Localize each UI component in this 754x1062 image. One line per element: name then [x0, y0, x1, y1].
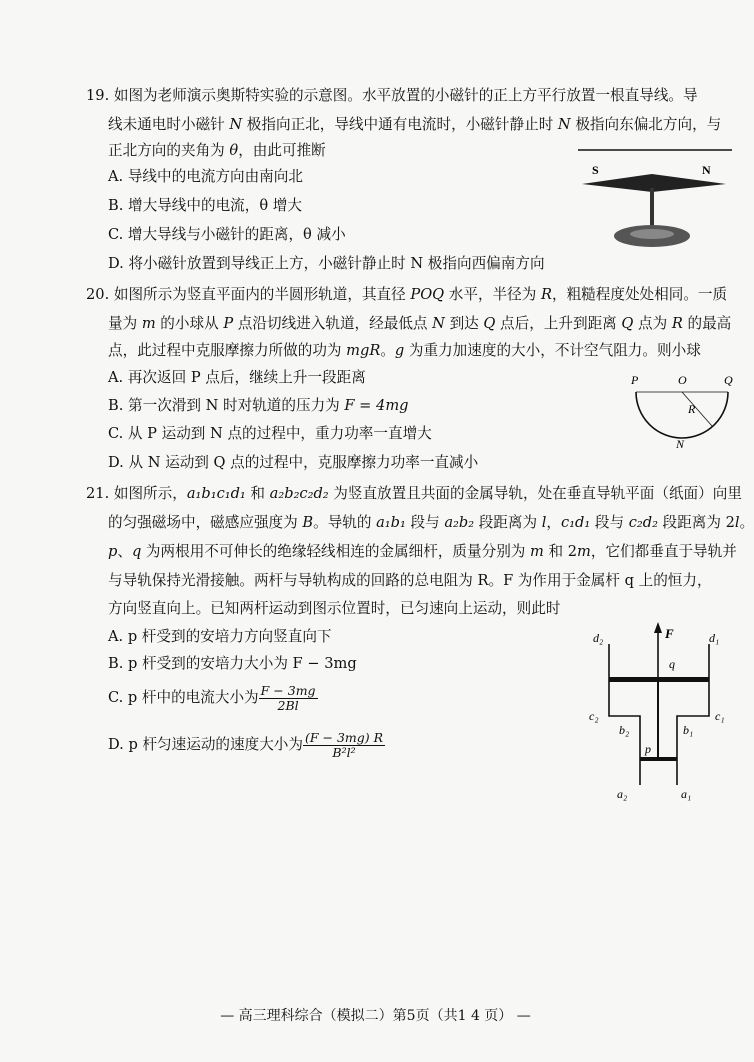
var: N [432, 315, 445, 332]
q21-option-b: B. p 杆受到的安培力大小为 F − 3mg [108, 655, 357, 672]
label-o: O [678, 373, 687, 387]
text: 极指向正北，导线中通有电流时，小磁针静止时 [242, 116, 558, 133]
fraction [259, 684, 318, 713]
var: m [141, 315, 156, 332]
q19-option-d: D. 将小磁针放置到导线正上方，小磁针静止时 N 极指向西偏南方向 [108, 255, 545, 272]
page-footer: — 高三理科综合（模拟二）第5页（共1 4 页） — [220, 1008, 531, 1024]
var-theta: θ [229, 142, 239, 159]
text: 为两根用不可伸长的绝缘轻线相连的金属细杆，质量分别为 [141, 543, 531, 560]
var: Q [621, 315, 634, 332]
var: R [540, 286, 552, 303]
text: 点为 [633, 315, 672, 332]
text: ，由此可推断 [238, 142, 326, 159]
var: a₁b₁c₁d₁ [186, 485, 246, 502]
q20-option-d: D. 从 N 运动到 Q 点的过程中，克服摩擦力功率一直减小 [108, 454, 479, 471]
var: m [577, 543, 591, 560]
var: c₂d₂ [628, 514, 658, 531]
var: mgR [346, 342, 381, 359]
q21-stem-line4: 与导轨保持光滑接触。两杆与导轨构成的回路的总电阻为 R。F 为作用于金属杆 q 上的恒力， [108, 572, 712, 589]
label-s: S [592, 163, 599, 177]
text: 为重力加速度的大小，不计空气阻力。则小球 [404, 342, 701, 359]
text: 段与 [590, 514, 629, 531]
var: B [302, 514, 314, 531]
numerator: F − 3mg [260, 682, 316, 698]
q21-stem-line3 [108, 542, 737, 562]
var: m [530, 543, 544, 560]
radius-line [682, 392, 712, 426]
var: c₁d₁ [561, 514, 591, 531]
label-q: Q [724, 373, 733, 387]
text: C. p 杆中的电流大小为 [108, 689, 259, 706]
var: g [394, 342, 405, 359]
label-p: p [645, 742, 651, 756]
text: 21. 如图所示， [86, 485, 187, 502]
q20-stem-line2 [108, 314, 731, 334]
var: R [671, 315, 683, 332]
label-a1: a₁ [681, 787, 692, 801]
text: 极指向东偏北方向，与 [570, 116, 722, 133]
text: 的匀强磁场中，磁感应强度为 [108, 514, 303, 531]
text: 。导轨的 [313, 514, 377, 531]
text: 量为 [108, 315, 142, 332]
compass-figure [570, 138, 740, 258]
var: l [541, 514, 547, 531]
text: 到达 [444, 315, 484, 332]
q21-option-c [108, 683, 318, 713]
compass-base-top [630, 229, 674, 239]
text: 段距离为 [474, 514, 542, 531]
q21-stem-line5: 方向竖直向上。已知两杆运动到图示位置时，已匀速向上运动，则此时 [108, 600, 561, 617]
text: 点后，上升到距离 [495, 315, 622, 332]
text: 的小球从 [155, 315, 224, 332]
text: 和 2 [543, 543, 578, 560]
text: 为竖直放置且共面的金属导轨，处在垂直导轨平面（纸面）向里 [328, 485, 742, 502]
q20-option-a: A. 再次返回 P 点后，继续上升一段距离 [108, 369, 366, 386]
q19-option-a: A. 导线中的电流方向由南向北 [108, 168, 303, 185]
q19-stem-line2 [108, 115, 721, 135]
text: 、 [117, 543, 132, 560]
q20-stem-line3 [108, 341, 701, 361]
text: B. 第一次滑到 N 时对轨道的压力为 [108, 397, 345, 414]
var: l [734, 514, 740, 531]
label-n: N [702, 163, 711, 177]
var: POQ [410, 286, 445, 303]
label-r: R [688, 402, 696, 416]
text: ，粗糙程度处处相同。一质 [551, 286, 728, 303]
rail-right [677, 644, 709, 785]
label-d2: d₂ [593, 631, 604, 645]
var: P [223, 315, 234, 332]
q20-option-c: C. 从 P 运动到 N 点的过程中，重力功率一直增大 [108, 425, 432, 442]
label-a2: a₂ [617, 787, 628, 801]
var: a₂b₂c₂d₂ [269, 485, 329, 502]
text: 段与 [405, 514, 445, 531]
text: 水平，半径为 [444, 286, 541, 303]
q19-stem-line1: 19. 如图为老师演示奥斯特实验的示意图。水平放置的小磁针的正上方平行放置一根直导线。导 [86, 87, 698, 104]
rail-figure [585, 620, 735, 805]
label-c2: c₂ [589, 709, 599, 723]
text: ，它们都垂直于导轨并 [590, 543, 737, 560]
force-arrowhead [654, 622, 662, 633]
var-n: N [229, 116, 243, 133]
q20-stem-line1 [86, 285, 727, 305]
fraction [303, 731, 385, 760]
label-f: F [665, 626, 674, 641]
text: D. p 杆匀速运动的速度大小为 [108, 736, 303, 753]
text: 20. 如图所示为竖直平面内的半圆形轨道，其直径 [86, 286, 411, 303]
numerator: (F − 3mg) R [304, 729, 384, 745]
q21-option-d [108, 730, 385, 760]
rod-q [609, 677, 709, 682]
label-b2: b₂ [619, 723, 630, 737]
q20-option-b [108, 396, 409, 416]
semicircle-track-figure [624, 370, 742, 450]
var: Q [483, 315, 496, 332]
q21-stem-line1 [86, 484, 742, 504]
text: 点沿切线进入轨道，经最低点 [233, 315, 433, 332]
q19-option-b: B. 增大导线中的电流，θ 增大 [108, 197, 302, 214]
rod-p [640, 757, 677, 761]
text: 的最高 [682, 315, 732, 332]
var: q [131, 543, 142, 560]
label-p: P [631, 373, 639, 387]
q21-stem-line2 [108, 513, 754, 533]
q19-stem-line3 [108, 141, 326, 161]
semicircle-track [636, 392, 728, 438]
label-q: q [669, 657, 675, 671]
text: 。 [739, 514, 754, 531]
var: p [108, 543, 118, 560]
text: 和 [245, 485, 270, 502]
var: a₂b₂ [444, 514, 475, 531]
text: 段距离为 2 [657, 514, 735, 531]
q21-option-a: A. p 杆受到的安培力方向竖直向下 [108, 628, 332, 645]
q19-option-c: C. 增大导线与小磁针的距离，θ 减小 [108, 226, 346, 243]
var: a₁b₁ [376, 514, 406, 531]
text: 正北方向的夹角为 [108, 142, 230, 159]
text: 线未通电时小磁针 [108, 116, 230, 133]
text: 。 [380, 342, 395, 359]
formula: F = 4mg [344, 397, 409, 414]
text: ， [546, 514, 562, 531]
var-n: N [557, 116, 571, 133]
denominator: 2Bl [277, 697, 299, 713]
label-n: N [676, 437, 685, 451]
text: 点，此过程中克服摩擦力所做的功为 [108, 342, 347, 359]
label-b1: b₁ [683, 723, 694, 737]
denominator: B²l² [332, 744, 356, 760]
label-c1: c₁ [715, 709, 725, 723]
rail-left [609, 644, 640, 785]
label-d1: d₁ [709, 631, 720, 645]
